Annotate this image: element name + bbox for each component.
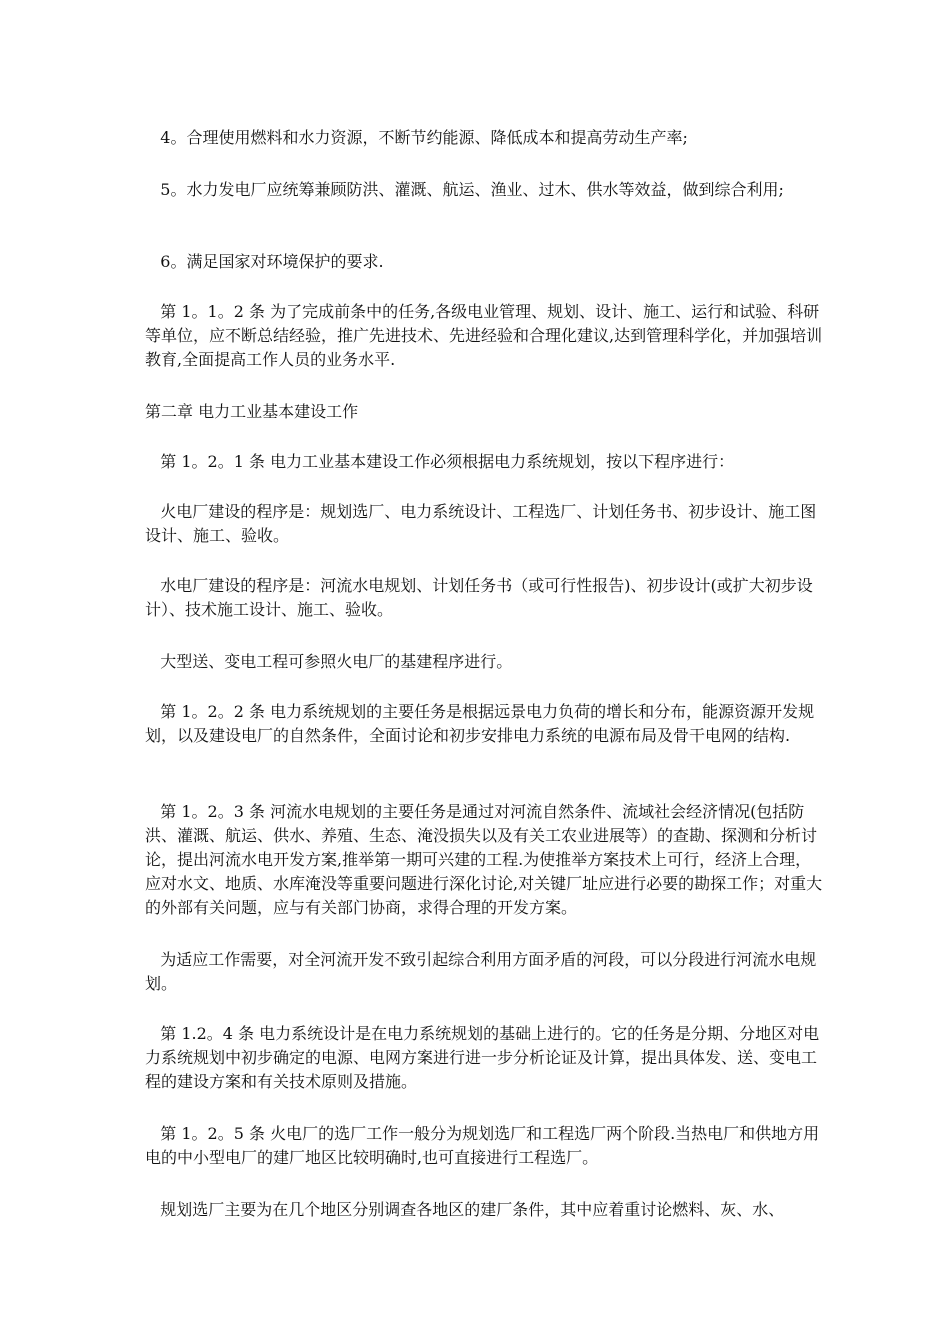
paragraph-article-1-1-2: 第 1。1。2 条 为了完成前条中的任务,各级电业管理、规划、设计、施工、运行和试验、科研等单位，应不断总结经验，推广先进技术、先进经验和合理化建议,达到管理科学化，并加强培训教育,全面提高工作人员的业务水平. (145, 302, 823, 369)
paragraph-item-4: 4。合理使用燃料和水力资源，不断节约能源、降低成本和提高劳动生产率; (145, 128, 688, 147)
paragraph-planning-site-selection: 规划选厂主要为在几个地区分别调查各地区的建厂条件，其中应着重讨论燃料、灰、水、 (145, 1200, 785, 1219)
paragraph-article-1-2-4: 第 1.2。4 条 电力系统设计是在电力系统规划的基础上进行的。它的任务是分期、分地区对电力系统规划中初步确定的电源、电网方案进行进一步分析论证及计算，提出具体发、送、变电工程的建设方案和有关技术原则及措施。 (145, 1024, 820, 1091)
paragraph-item-5: 5。水力发电厂应统筹兼顾防洪、灌溉、航运、渔业、过木、供水等效益，做到综合利用; (145, 180, 784, 199)
paragraph-article-1-2-1: 第 1。2。1 条 电力工业基本建设工作必须根据电力系统规划，按以下程序进行： (145, 452, 735, 471)
paragraph-article-1-2-3: 第 1。2。3 条 河流水电规划的主要任务是通过对河流自然条件、流域社会经济情况(包括防洪、灌溉、航运、供水、养殖、生态、淹没损失以及有关工农业进展等）的查勘、探测和分析讨论，提出河流水电开发方案,推举第一期可兴建的工程.为使推举方案技术上可行，经济上合理，应对水文、地质、水库淹没等重要问题进行深化讨论,对关键厂址应进行必要的勘探工作；对重大的外部有关问题，应与有关部门协商，求得合理的开发方案。 (145, 802, 823, 917)
paragraph-item-6: 6。满足国家对环境保护的要求. (145, 252, 384, 271)
paragraph-segmented-planning: 为适应工作需要，对全河流开发不致引起综合利用方面矛盾的河段，可以分段进行河流水电规划。 (145, 950, 817, 993)
chapter-heading: 第二章 电力工业基本建设工作 (145, 402, 359, 421)
paragraph-hydro-plant-procedure: 水电厂建设的程序是：河流水电规划、计划任务书（或可行性报告)、初步设计(或扩大初步设计）、技术施工设计、施工、验收。 (145, 576, 813, 619)
paragraph-transmission-projects: 大型送、变电工程可参照火电厂的基建程序进行。 (145, 652, 513, 671)
paragraph-article-1-2-5: 第 1。2。5 条 火电厂的选厂工作一般分为规划选厂和工程选厂两个阶段.当热电厂和供地方用电的中小型电厂的建厂地区比较明确时,也可直接进行工程选厂。 (145, 1124, 820, 1167)
paragraph-thermal-plant-procedure: 火电厂建设的程序是：规划选厂、电力系统设计、工程选厂、计划任务书、初步设计、施工图设计、施工、验收。 (145, 502, 817, 545)
paragraph-article-1-2-2: 第 1。2。2 条 电力系统规划的主要任务是根据远景电力负荷的增长和分布，能源资源开发规划，以及建设电厂的自然条件，全面讨论和初步安排电力系统的电源布局及骨干电网的结构. (145, 702, 815, 745)
